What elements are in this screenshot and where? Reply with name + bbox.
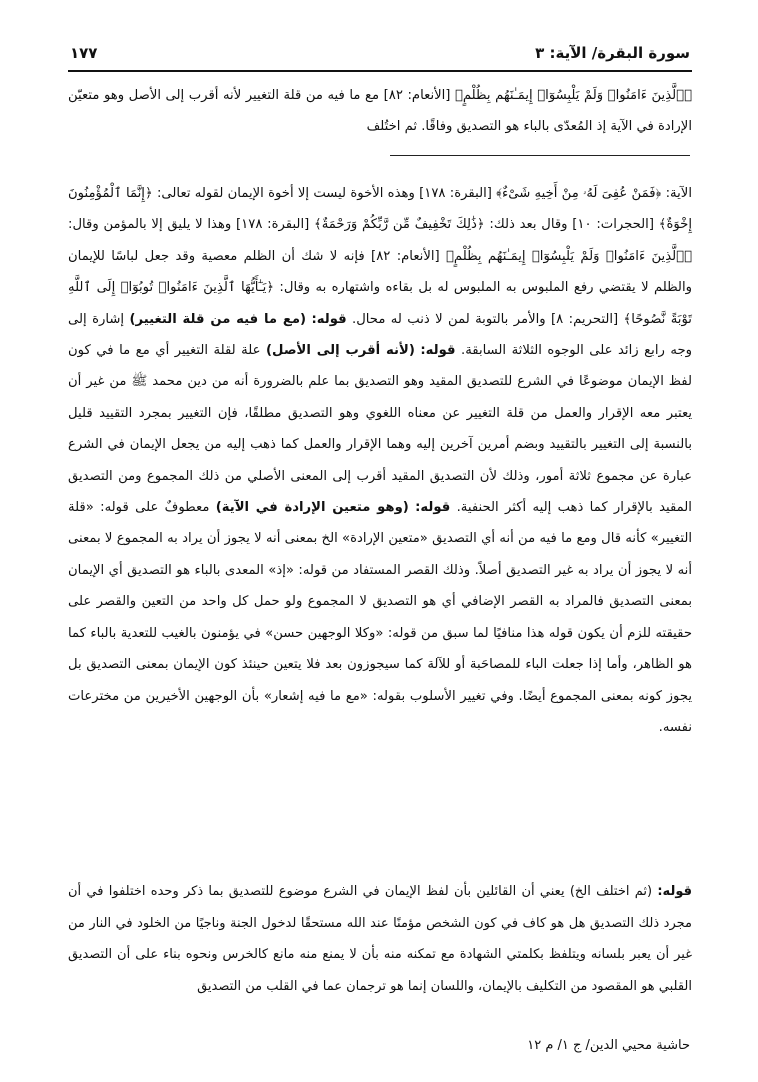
qawluhu-label-1: قوله: [311, 311, 347, 327]
header-rule [68, 70, 692, 72]
main-text [68, 178, 692, 743]
header-title: سورة البقرة/ الآية: ٣ [535, 44, 690, 62]
quote-1: (مع ما فيه من قلة التغيير) [129, 311, 307, 327]
page-number: ١٧٧ [70, 44, 98, 62]
quote-2: (لأنه أقرب إلى الأصل) [266, 343, 415, 359]
main-sentence-4: معطوفٌ على قوله: «قلة التغيير» كأنه قال ومع ما فيه من أنه أي التصديق «متعين الإرادة» الخ بمعنى أنه لا يجوز أن يراد به المجموع لا بمعنى أنه لا يجوز أن يراد به غير التصديق أصلاً. وذلك القصر المستفاد من قوله: «إذ» المعدى بالباء هو التصديق أي الإيمان بمعنى التصديق فالمراد به القصر الإضافي أي هو التصديق لا المجموع ولو حمل كل واحد من التعين والقصر على حقيقته للزم أن يكون قوله هذا منافيًا لما سبق من قوله: «وكلا الوجهين حسن» في يؤمنون بالغيب للتعدية بالباء كما هو الظاهر، وأما إذا جعلت الباء للمصاحَبة أو للآلة كما سيجوزون بعد فلا يتعين حينئذ كون الإيمان بمعنى التصديق بل يجوز كونه بمعنى المجموع أيضًا. وفي تغيير الأسلوب بقوله: «مع ما فيه إشعار» بأن الوجهين الأخيرين من مخترعات نفسه. [68, 500, 692, 735]
top-paragraph: ﴿ٱلَّذِينَ ءَامَنُوا۟ وَلَمْ يَلْبِسُوٓا۟ إِيمَـٰنَهُم بِظُلْمٍ﴾ [الأنعام: ٨٢] مع ما فيه من قلة التغيير لأنه أقرب إلى الأصل وهو متعيّن الإرادة في الآية إذ المُعدّى بالباء هو التصديق وفاقًا. ثم اختُلف [68, 88, 692, 134]
main-sentence-2: إشارة إلى وجه رابع زائد على الوجوه الثلاثة السابقة. [68, 311, 692, 359]
bottom-text [68, 876, 692, 1002]
running-header [70, 38, 690, 68]
quote-3: (وهو متعين الإرادة في الآية) [215, 500, 409, 516]
main-sentence-1: الآية: ﴿فَمَنْ عُفِىَ لَهُۥ مِنْ أَخِيهِ شَىْءٌ﴾ [البقرة: ١٧٨] وهذه الأخوة ليست إلا أخوة الإيمان لقوله تعالى: ﴿إِنَّمَا ٱلْمُؤْمِنُونَ إِخْوَةٌ﴾ [الحجرات: ١٠] وقال بعد ذلك: ﴿ذَٰلِكَ تَخْفِيفٌ مِّن رَّبِّكُمْ وَرَحْمَةٌ﴾ [البقرة: ١٧٨] وهذا لا يليق إلا بالمؤمن وقال: ﴿ٱلَّذِينَ ءَامَنُوا۟ وَلَمْ يَلْبِسُوٓا۟ إِيمَـٰنَهُم بِظُلْمٍ﴾ [الأنعام: ٨٢] فإنه لا شك أن الظلم معصية وقد جعل لباسًا للإيمان والظلم لا يقتضي رفع الملبوس به الملبوس له بل بقاءه واشتهاره به وقال: ﴿يَـٰٓأَيُّهَا ٱلَّذِينَ ءَامَنُوا۟ تُوبُوٓا۟ إِلَى ٱللَّهِ تَوْبَةً نَّصُوحًا﴾ [التحريم: ٨] والأمر بالتوبة لمن لا ذنب له محال. [68, 186, 692, 327]
separator-rule [390, 155, 690, 156]
qawluhu-label-2: قوله: [420, 343, 456, 359]
main-sentence-3: علة لقلة التغيير أي مع ما في كون لفظ الإيمان موضوعًا في الشرع للتصديق المقيد وهو التصديق بما علم بالضرورة أنه من دين محمد ﷺ من غير أن يعتبر معه الإقرار والعمل من قلة التغيير عن معناه اللغوي وهو التصديق مطلقًا، فإن التغيير بمجرد التقييد قليل بالنسبة إلى التغيير بالتقييد وبضم أمرين آخرين إليه وهما الإقرار والعمل كما ذهب إليه من يجعل الإيمان في الشرع عبارة عن مجموع ثلاثة أمور، وذلك لأن التصديق المقيد أقرب إلى المعنى الأصلي من ذلك المجموع ومن التصديق المقيد بالإقرار كما ذهب إليه أكثر الحنفية. [68, 343, 692, 516]
bottom-sentence: يعني أن القائلين بأن لفظ الإيمان في الشرع موضوع للتصديق بما ذكر وحده اختلفوا في أن مجرد ذلك التصديق هل هو كاف في كون الشخص مؤمنًا عند الله مستحقًا لدخول الجنة وناجيًا من الخلود في النار من غير أن يعبر بلسانه ويتلفظ بكلمتي الشهادة مع تمكنه منه بأن لا يمنع منه مانع كالخرس ونحوه بناء على أن التصديق القلبي هو المقصود من التكليف بالإيمان، واللسان إنما هو ترجمان عما في القلب من التصديق [68, 884, 692, 994]
signature-footnote: حاشية محيي الدين/ ج ١/ م ١٢ [527, 1038, 690, 1053]
bottom-paragraph [68, 876, 692, 1002]
qawluhu-label-4: قوله: [657, 884, 692, 899]
qawluhu-label-3: قوله: [415, 500, 451, 516]
top-text [68, 80, 692, 142]
main-paragraph [68, 178, 692, 743]
quote-4: (ثم اختلف الخ) [569, 884, 653, 899]
